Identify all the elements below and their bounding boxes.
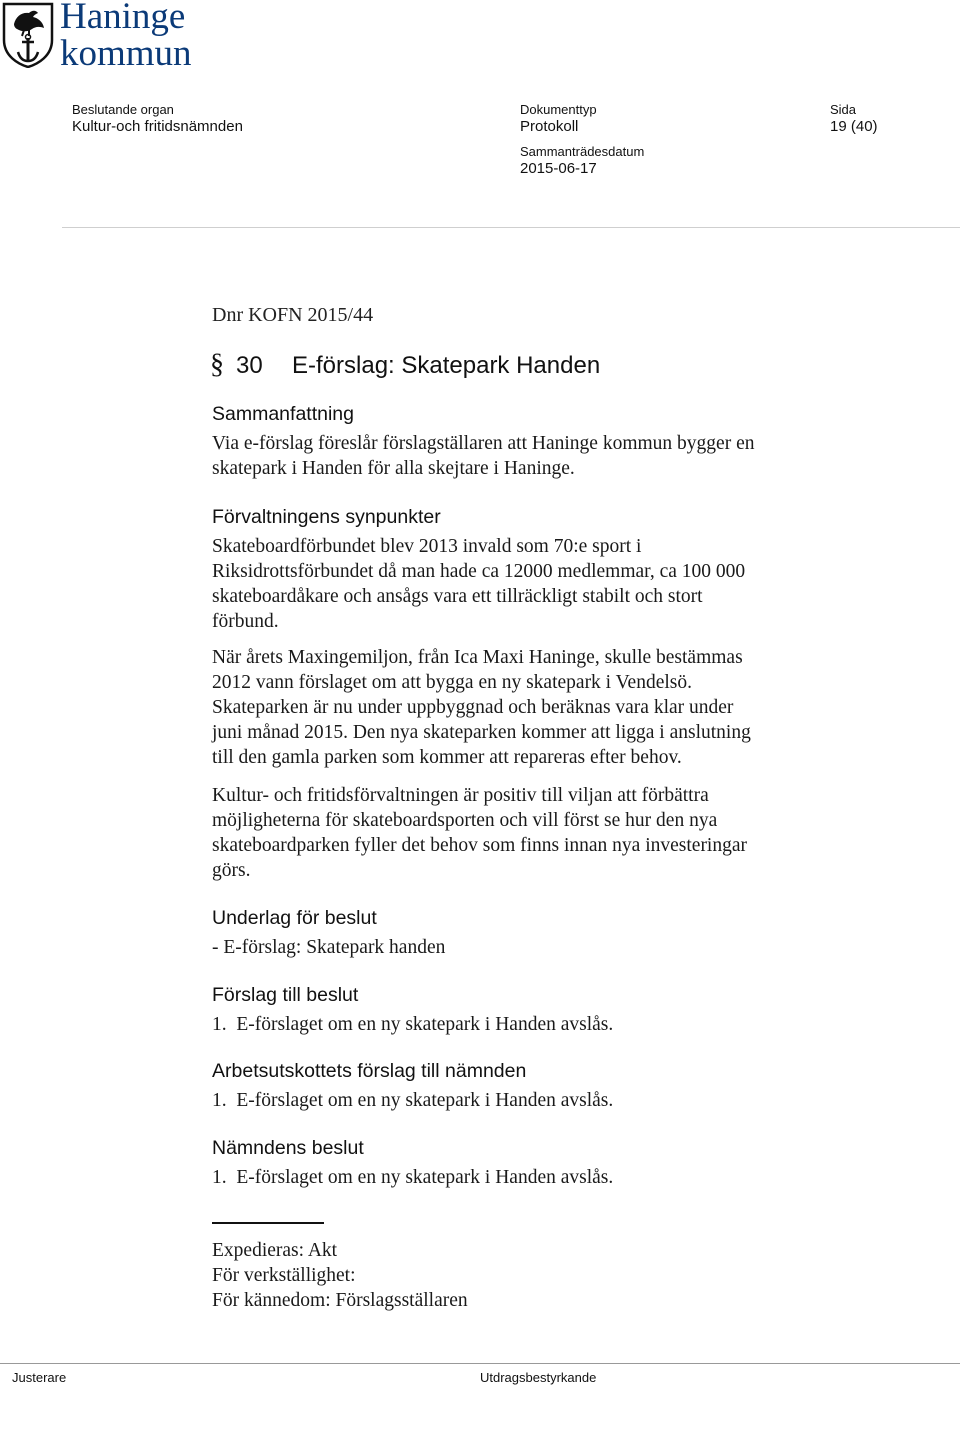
dispatch-line: För kännedom: Förslagsställaren <box>212 1290 468 1311</box>
text-line: skateboardparken fyller det behov som finns innan nya investeringar <box>212 835 748 856</box>
diary-number: Dnr KOFN 2015/44 <box>212 304 374 326</box>
logo-line-2: kommun <box>60 33 192 74</box>
text-line: juni månad 2015. Den nya skateparken kommer att ligga i anslutning <box>212 722 751 743</box>
logo-line-1: Haninge <box>60 0 186 37</box>
text-line: Skateparken är nu under uppbyggnad och beräknas vara klar under <box>212 697 734 718</box>
text-line: När årets Maxingemiljon, från Ica Maxi Haninge, skulle bestämmas <box>212 647 743 668</box>
text-line: skatepark i Handen för alla skejtare i Haninge. <box>212 458 575 479</box>
proposal-heading: Förslag till beslut <box>212 984 359 1006</box>
header-divider <box>62 227 960 228</box>
logo-wordmark <box>60 0 192 72</box>
organ-value: Kultur-och fritidsnämnden <box>72 118 243 135</box>
text-line: till den gamla parken som kommer att repareras efter behov. <box>212 747 682 768</box>
text-line: förbund. <box>212 611 279 632</box>
coat-of-arms-icon <box>2 2 54 68</box>
view-paragraph-1 <box>212 534 832 634</box>
view-heading: Förvaltningens synpunkter <box>212 506 441 528</box>
summary-heading: Sammanfattning <box>212 403 354 425</box>
basis-heading: Underlag för beslut <box>212 907 377 929</box>
doctype-value: Protokoll <box>520 118 579 135</box>
proposal-item: 1. E-förslaget om en ny skatepark i Handen avslås. <box>212 1014 614 1035</box>
view-paragraph-3 <box>212 783 832 883</box>
justerare-label: Justerare <box>12 1370 67 1385</box>
summary-text <box>212 431 832 481</box>
utdrag-label: Utdragsbestyrkande <box>480 1370 597 1385</box>
footer-divider <box>0 1363 960 1364</box>
text-line: Riksidrottsförbundet då man hade ca 12000 medlemmar, ca 100 000 <box>212 561 746 582</box>
text-line: möjligheterna för skateboardsporten och vill först se hur den nya <box>212 810 718 831</box>
page-number: 19 (40) <box>830 118 878 135</box>
organ-label: Beslutande organ <box>72 102 174 117</box>
text-line: görs. <box>212 860 251 881</box>
text-line: 2012 vann förslaget om att bygga en ny skatepark i Vendelsö. <box>212 672 692 693</box>
decision-heading: Nämndens beslut <box>212 1137 364 1159</box>
section-sign: § <box>210 349 224 380</box>
view-paragraph-2 <box>212 645 832 770</box>
section-title: E-förslag: Skatepark Handen <box>292 352 601 379</box>
divider-short <box>212 1222 324 1224</box>
dispatch-line: För verkställighet: <box>212 1265 356 1286</box>
text-line: skateboardåkare och ansågs vara ett tillräckligt stabilt och stort <box>212 586 703 607</box>
dispatch-line: Expedieras: Akt <box>212 1240 338 1261</box>
text-line: Skateboardförbundet blev 2013 invald som 70:e sport i <box>212 536 642 557</box>
text-line: Via e-förslag föreslår förslagställaren att Haninge kommun bygger en <box>212 433 755 454</box>
dispatch-list <box>212 1238 832 1313</box>
basis-item: - E-förslag: Skatepark handen <box>212 937 446 958</box>
committee-item: 1. E-förslaget om en ny skatepark i Handen avslås. <box>212 1090 614 1111</box>
decision-item: 1. E-förslaget om en ny skatepark i Handen avslås. <box>212 1167 614 1188</box>
date-label: Sammanträdesdatum <box>520 144 645 159</box>
doctype-label: Dokumenttyp <box>520 102 597 117</box>
text-line: Kultur- och fritidsförvaltningen är positiv till viljan att förbättra <box>212 785 709 806</box>
date-value: 2015-06-17 <box>520 160 597 177</box>
page-label: Sida <box>830 102 857 117</box>
section-number: 30 <box>236 352 263 379</box>
committee-heading: Arbetsutskottets förslag till nämnden <box>212 1060 527 1082</box>
